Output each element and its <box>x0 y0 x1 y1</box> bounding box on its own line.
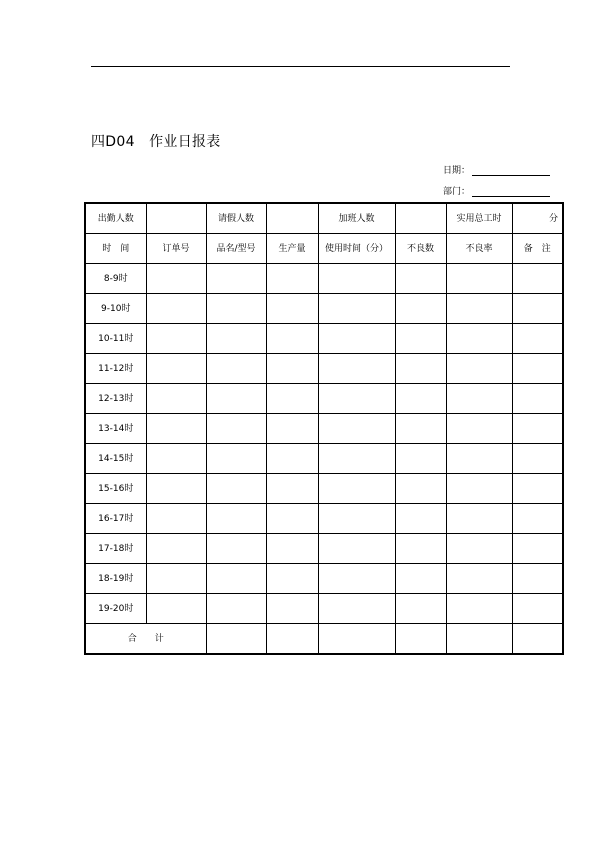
entry-cell[interactable] <box>512 324 563 354</box>
time-slot-label: 12-13时 <box>85 384 146 414</box>
entry-cell[interactable] <box>512 594 563 624</box>
table-row <box>85 384 563 414</box>
entry-cell[interactable] <box>318 384 395 414</box>
entry-cell[interactable] <box>512 444 563 474</box>
entry-cell[interactable] <box>395 444 446 474</box>
column-header-usage-time: 使用时间（分） <box>318 234 395 264</box>
time-slot-label: 17-18时 <box>85 534 146 564</box>
entry-cell[interactable] <box>318 294 395 324</box>
total-label: 合 计 <box>85 624 206 655</box>
entry-cell[interactable] <box>206 504 266 534</box>
entry-cell[interactable] <box>206 474 266 504</box>
entry-cell[interactable] <box>318 594 395 624</box>
entry-cell[interactable] <box>512 414 563 444</box>
actual-hours-label: 实用总工时 <box>446 203 512 234</box>
table-row <box>85 354 563 384</box>
department-field <box>443 184 550 197</box>
table-row <box>85 294 563 324</box>
entry-cell[interactable] <box>395 264 446 294</box>
entry-cell[interactable] <box>512 384 563 414</box>
entry-cell[interactable] <box>206 384 266 414</box>
leave-value-cell[interactable] <box>266 203 318 234</box>
entry-cell[interactable] <box>206 534 266 564</box>
entry-cell[interactable] <box>266 264 318 294</box>
entry-cell[interactable] <box>318 324 395 354</box>
column-header-time: 时 间 <box>85 234 146 264</box>
table-row <box>85 324 563 354</box>
entry-cell[interactable] <box>446 444 512 474</box>
entry-cell[interactable] <box>266 414 318 444</box>
table-row <box>85 444 563 474</box>
date-label: 日期： <box>443 166 471 176</box>
entry-cell[interactable] <box>395 504 446 534</box>
table-row <box>85 564 563 594</box>
entry-cell[interactable] <box>146 384 206 414</box>
entry-cell[interactable] <box>318 264 395 294</box>
entry-cell[interactable] <box>318 414 395 444</box>
entry-cell[interactable] <box>446 354 512 384</box>
entry-cell[interactable] <box>446 564 512 594</box>
total-cell[interactable] <box>266 624 318 655</box>
attendance-label: 出勤人数 <box>85 203 146 234</box>
total-cell[interactable] <box>446 624 512 655</box>
entry-cell[interactable] <box>318 354 395 384</box>
summary-row <box>85 203 563 234</box>
entry-cell[interactable] <box>395 354 446 384</box>
entry-cell[interactable] <box>266 594 318 624</box>
entry-cell[interactable] <box>395 414 446 444</box>
entry-cell[interactable] <box>446 474 512 504</box>
column-header-order-no: 订单号 <box>146 234 206 264</box>
entry-cell[interactable] <box>146 324 206 354</box>
entry-cell[interactable] <box>266 294 318 324</box>
entry-cell[interactable] <box>146 414 206 444</box>
entry-cell[interactable] <box>446 504 512 534</box>
entry-cell[interactable] <box>318 504 395 534</box>
date-blank-line[interactable] <box>472 166 550 176</box>
entry-cell[interactable] <box>266 534 318 564</box>
column-header-defect-count: 不良数 <box>395 234 446 264</box>
time-slot-label: 11-12时 <box>85 354 146 384</box>
table-row <box>85 504 563 534</box>
entry-cell[interactable] <box>395 564 446 594</box>
time-slot-label: 10-11时 <box>85 324 146 354</box>
entry-cell[interactable] <box>146 264 206 294</box>
table-row <box>85 474 563 504</box>
time-slot-label: 15-16时 <box>85 474 146 504</box>
entry-cell[interactable] <box>395 534 446 564</box>
column-header-defect-rate: 不良率 <box>446 234 512 264</box>
entry-cell[interactable] <box>446 264 512 294</box>
table-row <box>85 594 563 624</box>
table-row <box>85 264 563 294</box>
entry-cell[interactable] <box>206 324 266 354</box>
entry-cell[interactable] <box>266 564 318 594</box>
entry-cell[interactable] <box>395 294 446 324</box>
total-cell[interactable] <box>318 624 395 655</box>
entry-cell[interactable] <box>146 564 206 594</box>
entry-cell[interactable] <box>206 594 266 624</box>
entry-cell[interactable] <box>146 534 206 564</box>
table-row <box>85 414 563 444</box>
entry-cell[interactable] <box>446 384 512 414</box>
entry-cell[interactable] <box>206 444 266 474</box>
entry-cell[interactable] <box>395 324 446 354</box>
overtime-value-cell[interactable] <box>395 203 446 234</box>
time-slot-label: 19-20时 <box>85 594 146 624</box>
total-cell[interactable] <box>395 624 446 655</box>
entry-cell[interactable] <box>395 594 446 624</box>
attendance-value-cell[interactable] <box>146 203 206 234</box>
entry-cell[interactable] <box>512 504 563 534</box>
entry-cell[interactable] <box>446 594 512 624</box>
entry-cell[interactable] <box>446 294 512 324</box>
entry-cell[interactable] <box>146 504 206 534</box>
entry-cell[interactable] <box>266 384 318 414</box>
entry-cell[interactable] <box>206 414 266 444</box>
date-field <box>443 163 550 176</box>
entry-cell[interactable] <box>395 384 446 414</box>
top-rule <box>91 66 510 67</box>
entry-cell[interactable] <box>206 294 266 324</box>
time-slot-label: 9-10时 <box>85 294 146 324</box>
overtime-label: 加班人数 <box>318 203 395 234</box>
leave-label: 请假人数 <box>206 203 266 234</box>
entry-cell[interactable] <box>512 294 563 324</box>
department-blank-line[interactable] <box>472 187 550 197</box>
column-header-product-model: 品名/型号 <box>206 234 266 264</box>
entry-cell[interactable] <box>266 504 318 534</box>
entry-cell[interactable] <box>146 594 206 624</box>
entry-cell[interactable] <box>318 534 395 564</box>
entry-cell[interactable] <box>446 534 512 564</box>
entry-cell[interactable] <box>395 474 446 504</box>
entry-cell[interactable] <box>266 324 318 354</box>
time-slot-label: 14-15时 <box>85 444 146 474</box>
column-header-row <box>85 234 563 264</box>
minutes-unit[interactable]: 分 <box>512 203 563 234</box>
time-slot-label: 13-14时 <box>85 414 146 444</box>
entry-cell[interactable] <box>512 534 563 564</box>
entry-cell[interactable] <box>146 354 206 384</box>
entry-cell[interactable] <box>146 474 206 504</box>
entry-cell[interactable] <box>206 564 266 594</box>
time-slot-label: 8-9时 <box>85 264 146 294</box>
entry-cell[interactable] <box>266 354 318 384</box>
column-header-remarks: 备 注 <box>512 234 563 264</box>
entry-cell[interactable] <box>318 444 395 474</box>
total-cell[interactable] <box>206 624 266 655</box>
entry-cell[interactable] <box>318 474 395 504</box>
entry-cell[interactable] <box>512 354 563 384</box>
entry-cell[interactable] <box>512 474 563 504</box>
entry-cell[interactable] <box>446 324 512 354</box>
entry-cell[interactable] <box>146 444 206 474</box>
entry-cell[interactable] <box>512 564 563 594</box>
entry-cell[interactable] <box>266 444 318 474</box>
entry-cell[interactable] <box>206 354 266 384</box>
total-row <box>85 624 563 655</box>
daily-report-table <box>84 202 564 655</box>
entry-cell[interactable] <box>318 564 395 594</box>
department-label: 部门： <box>443 187 471 197</box>
time-slot-label: 18-19时 <box>85 564 146 594</box>
entry-cell[interactable] <box>512 264 563 294</box>
table-row <box>85 534 563 564</box>
document-title: 四D04 作业日报表 <box>91 134 221 150</box>
column-header-output: 生产量 <box>266 234 318 264</box>
entry-cell[interactable] <box>206 264 266 294</box>
entry-cell[interactable] <box>146 294 206 324</box>
entry-cell[interactable] <box>446 414 512 444</box>
entry-cell[interactable] <box>266 474 318 504</box>
time-slot-label: 16-17时 <box>85 504 146 534</box>
total-cell[interactable] <box>512 624 563 655</box>
